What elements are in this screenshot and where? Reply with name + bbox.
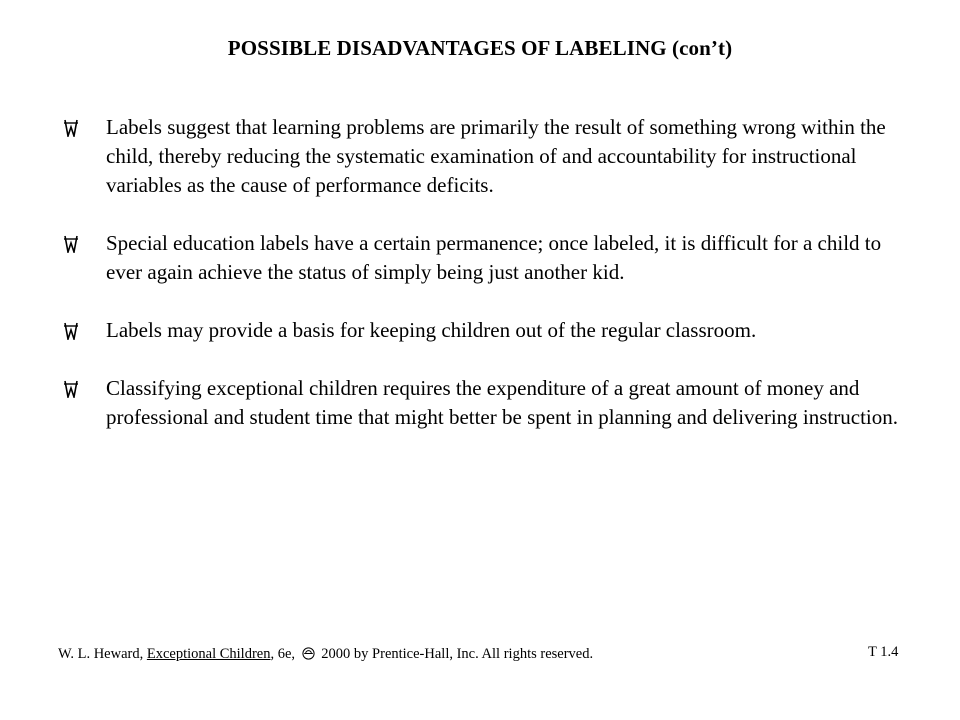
bullet-text: Special education labels have a certain permanence; once labeled, it is difficult for a child to ever again achieve the status of simply being just another kid. [106,231,882,284]
footer-rights: 2000 by Prentice-Hall, Inc. All rights reserved. [321,646,594,662]
w-bullet-icon [62,316,106,345]
bullet-item [62,113,922,200]
copyright-icon [302,647,315,665]
bullet-item [62,316,922,345]
bullet-text: Labels may provide a basis for keeping children out of the regular classroom. [106,318,757,342]
slide-number: T 1.4 [868,644,899,660]
bullet-text: Classifying exceptional children requires the expenditure of a great amount of money and professional and student time that might better be spent in planning and delivering instruction. [106,376,899,429]
footer-book-title: Exceptional Children [146,646,271,662]
footer-author: W. L. Heward, [58,646,144,662]
w-bullet-icon [62,229,106,258]
slide-title: POSSIBLE DISADVANTAGES OF LABELING (con’t) [227,36,733,60]
footer-edition: , 6e, [270,646,296,662]
bullet-list [62,113,922,461]
bullet-item [62,374,922,432]
footer-citation [58,646,593,665]
bullet-item [62,229,922,287]
w-bullet-icon [62,113,106,142]
bullet-text: Labels suggest that learning problems are primarily the result of something wrong within the child, thereby reducing the systematic examination of and accountability for instructional variables as the cause of performance deficits. [106,115,886,197]
w-bullet-icon [62,374,106,403]
